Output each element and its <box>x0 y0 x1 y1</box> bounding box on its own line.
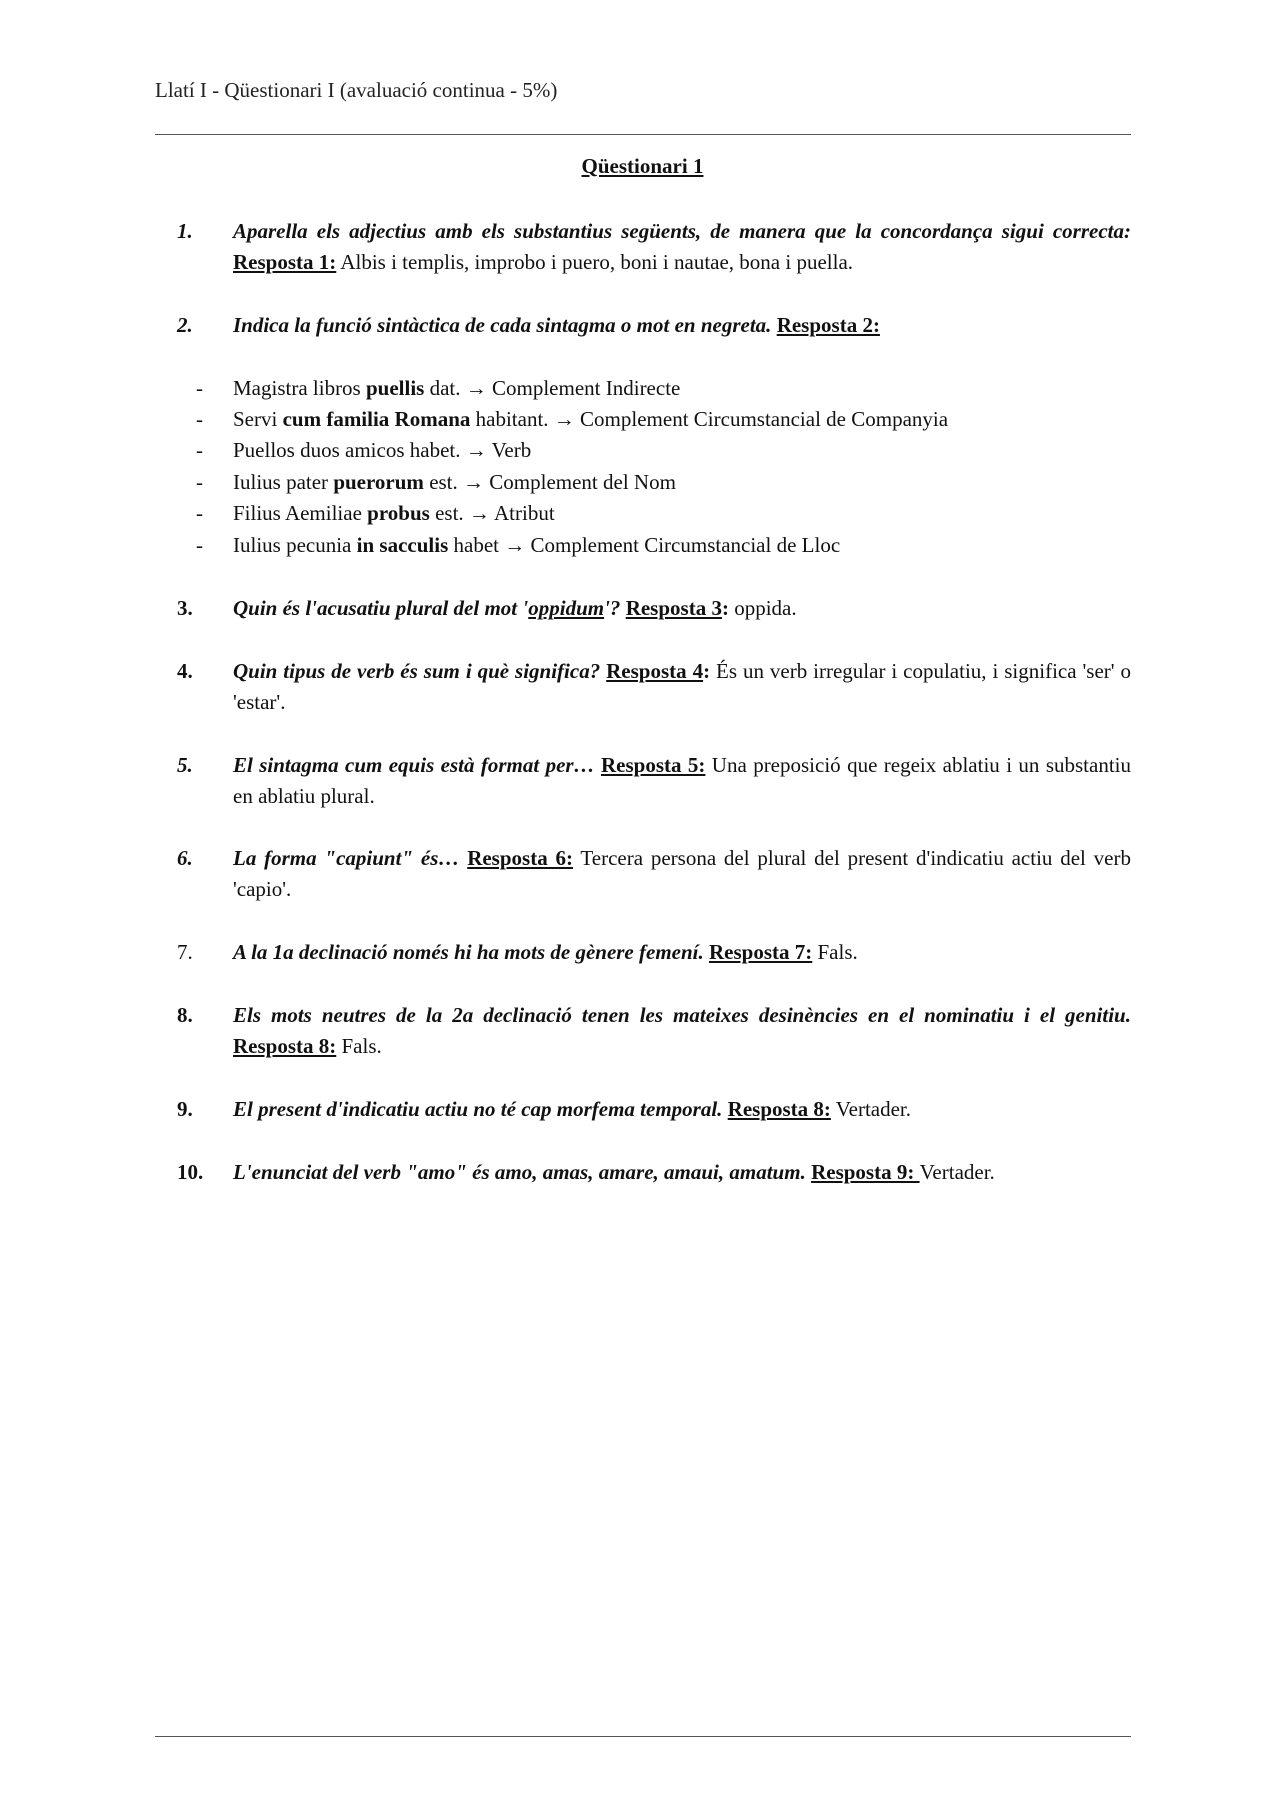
question-number: 8. <box>177 1003 193 1027</box>
question-number: 5. <box>177 753 193 777</box>
question-9 <box>155 1094 1131 1125</box>
answer-text: Vertader. <box>830 1097 912 1121</box>
answer-text: Tercera persona del plural del present d'indicatiu actiu del verb 'capio'. <box>233 846 1131 901</box>
answer-label: Resposta 3 <box>625 596 722 620</box>
answer-label: Resposta 9: <box>811 1160 920 1184</box>
answer-label: Resposta 8: <box>233 1034 337 1058</box>
question-text: La forma "capiunt" és… Resposta 6: Tercera persona del plural del present d'indicatiu actiu del verb 'capio'. <box>233 846 1131 901</box>
question-text <box>233 310 1131 341</box>
question-number: 2. <box>177 313 193 337</box>
list-item: - Iulius pecunia in sacculis habet → Complement Circumstancial de Lloc <box>196 533 841 557</box>
question-number: 6. <box>177 846 193 870</box>
answer-label: Resposta 7: <box>709 940 813 964</box>
list-item: - Puellos duos amicos habet. → Verb <box>196 438 532 462</box>
answer-text: oppida. <box>728 596 797 620</box>
page-title: Qüestionari 1 <box>581 154 704 178</box>
list-item: - Iulius pater puerorum est. → Complement del Nom <box>196 470 676 494</box>
question-7 <box>155 937 1131 968</box>
question-8 <box>155 1000 1131 1062</box>
question-text: El present d'indicatiu actiu no té cap morfema temporal. Resposta 8: Vertader. <box>233 1097 912 1121</box>
question-text: L'enunciat del verb "amo" és amo, amas, amare, amaui, amatum. Resposta 9: Vertader. <box>233 1160 995 1184</box>
answer-label: Resposta 6: <box>467 846 573 870</box>
answer-text: Fals. <box>812 940 858 964</box>
list-item: - Filius Aemiliae probus est. → Atribut <box>196 501 555 525</box>
question-5 <box>155 750 1131 812</box>
list-item: - Magistra libros puellis dat. → Complement Indirecte <box>196 376 681 400</box>
question-text <box>233 216 1131 278</box>
question-number: 7. <box>177 940 193 964</box>
question-number: 9. <box>177 1097 193 1121</box>
answer-label: Resposta 8: <box>727 1097 831 1121</box>
question-prompt: Aparella els adjectius amb els substantius següents, de manera que la concordança sigui correcta: <box>233 219 1131 243</box>
answer-text: Albis i templis, improbo i puero, boni i nautae, bona i puella. <box>340 250 854 274</box>
footer-divider <box>155 1736 1131 1737</box>
answer-text: És un verb irregular i copulatiu, i significa 'ser' o 'estar'. <box>233 659 1131 714</box>
question-number: 1. <box>177 219 193 243</box>
answer-label: Resposta 5: <box>601 753 706 777</box>
question-text: Quin és l'acusatiu plural del mot 'oppidum'? Resposta 3: oppida. <box>233 596 797 620</box>
question-prompt: Indica la funció sintàctica de cada sintagma o mot en negreta. <box>233 313 772 337</box>
question-2 <box>155 310 1131 341</box>
question-3 <box>155 593 1131 624</box>
page-header: Llatí I - Qüestionari I (avaluació continua - 5%) <box>155 78 558 102</box>
answer-text: Fals. <box>336 1034 382 1058</box>
answer-label: Resposta 4 <box>606 659 704 683</box>
answer-text: Una preposició que regeix ablatiu i un substantiu en ablatiu plural. <box>233 753 1132 808</box>
question-10 <box>155 1157 1131 1188</box>
question-text: Quin tipus de verb és sum i què significa? Resposta 4: És un verb irregular i copulatiu, i significa 'ser' o 'estar'. <box>233 659 1131 714</box>
answer-text: Vertader. <box>919 1160 995 1184</box>
question-1 <box>155 216 1131 278</box>
question-4 <box>155 656 1131 718</box>
header-divider <box>155 134 1131 135</box>
question-number: 4. <box>177 659 193 683</box>
answer-label: Resposta 1: <box>233 250 337 274</box>
list-item: - Servi cum familia Romana habitant. → Complement Circumstancial de Companyia <box>196 407 949 431</box>
question-number: 3. <box>177 596 193 620</box>
answer-label: Resposta 2: <box>776 313 880 337</box>
question-text: El sintagma cum equis està format per… Resposta 5: Una preposició que regeix ablatiu i un substantiu en ablatiu plural. <box>233 753 1132 808</box>
question-text: Els mots neutres de la 2a declinació tenen les mateixes desinències en el nominatiu i el genitiu. Resposta 8: Fals. <box>233 1003 1131 1058</box>
question-6 <box>155 843 1131 905</box>
question-text: A la 1a declinació només hi ha mots de gènere femení. Resposta 7: Fals. <box>233 940 858 964</box>
question-number: 10. <box>177 1160 204 1184</box>
